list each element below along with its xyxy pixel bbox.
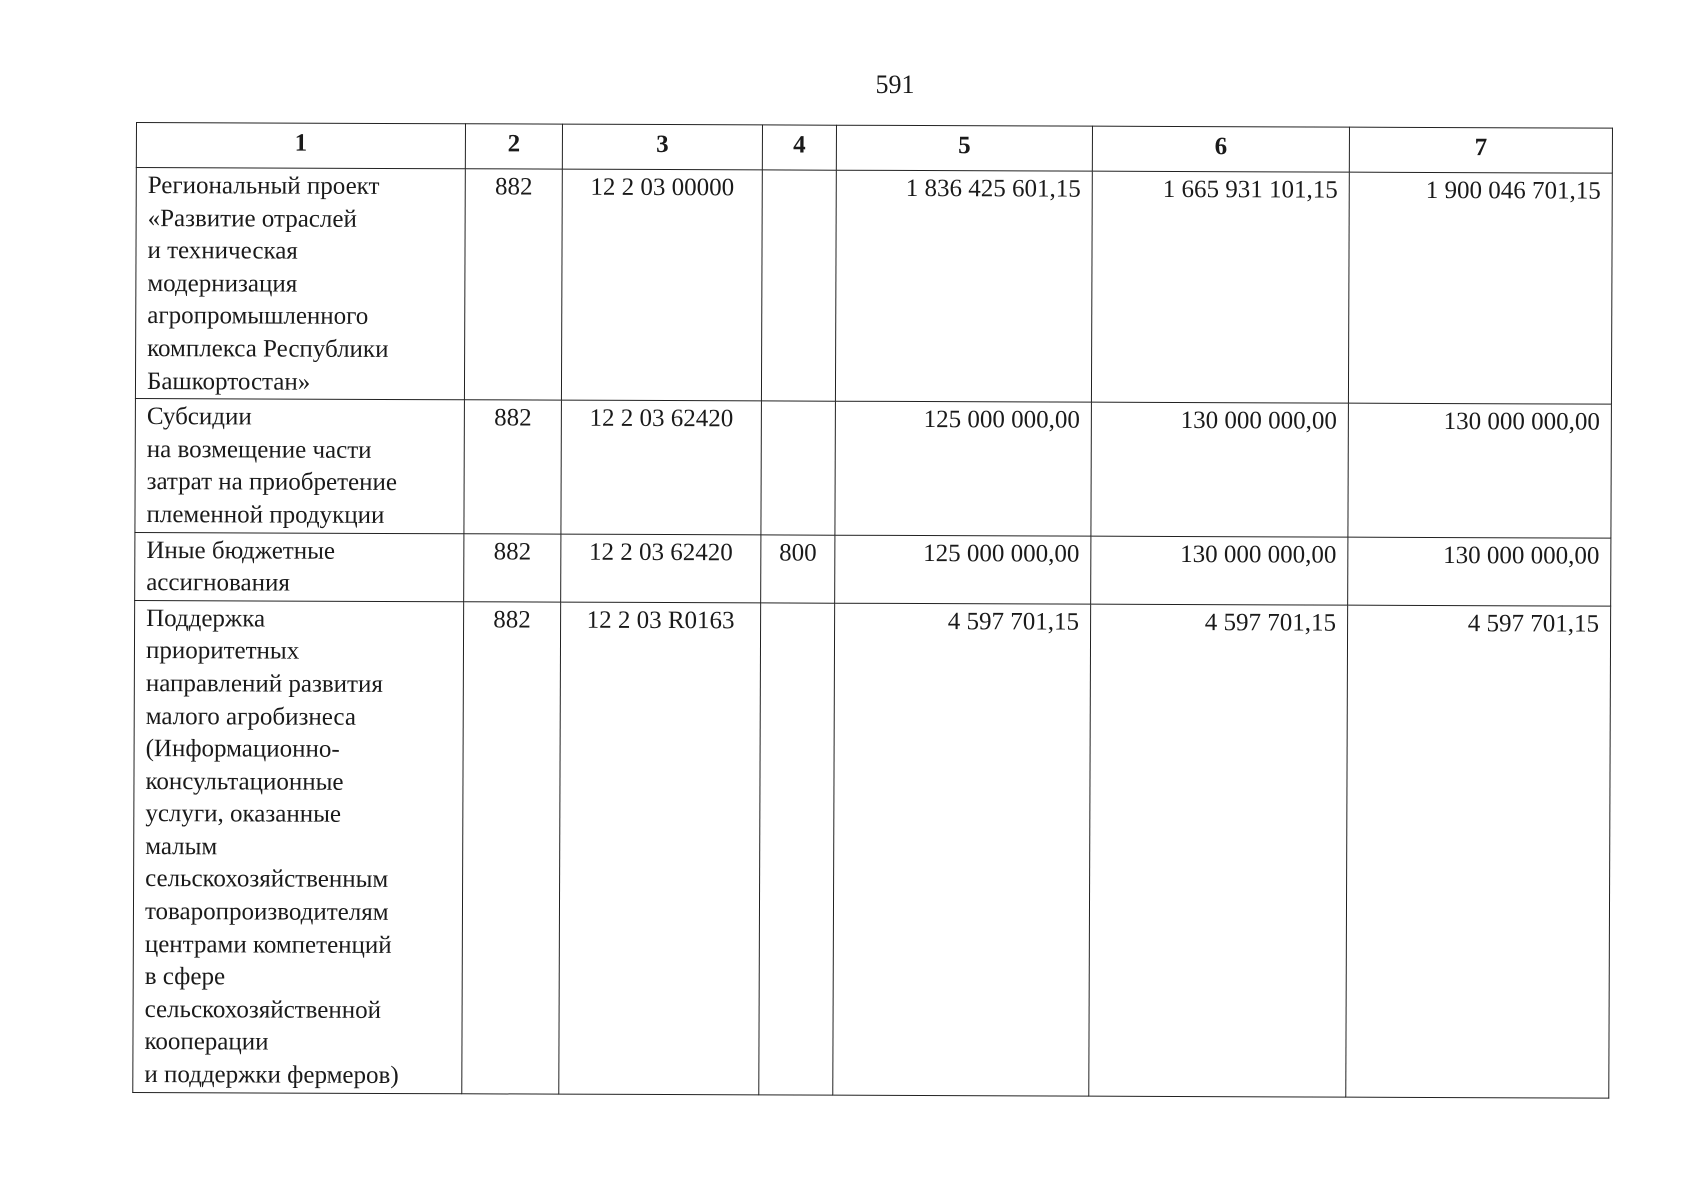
- row-col-2: 882: [464, 169, 562, 401]
- row-name: Субсидии на возмещение части затрат на приобретение племенной продукции: [135, 399, 465, 534]
- header-col-5: 5: [836, 125, 1092, 171]
- row-col-5: 1 836 425 601,15: [835, 170, 1092, 402]
- row-col-7: 130 000 000,00: [1348, 403, 1612, 537]
- row-col-4: [761, 401, 836, 535]
- budget-table: [132, 122, 1613, 1098]
- row-col-4: 800: [761, 534, 835, 602]
- table-row: [133, 600, 1611, 1098]
- row-col-5: 125 000 000,00: [835, 401, 1092, 535]
- row-col-3: 12 2 03 62420: [561, 534, 761, 603]
- row-col-6: 130 000 000,00: [1091, 536, 1348, 605]
- header-col-7: 7: [1349, 127, 1612, 173]
- row-name: Региональный проект «Развитие отраслей и техническая модернизация агропромышленного комплекса Республики Башкортостан»: [135, 168, 465, 400]
- row-col-2: 882: [464, 533, 561, 602]
- header-col-2: 2: [465, 124, 562, 169]
- row-col-7: 130 000 000,00: [1348, 537, 1611, 606]
- header-row: [136, 123, 1612, 174]
- page-number: 591: [875, 70, 915, 99]
- header-col-3: 3: [562, 124, 762, 170]
- row-name: Поддержка приоритетных направлений развития малого агробизнеса (Информационно- консультационные услуги, оказанные малым сельскохозяйственным товаропроизводителям центрами компетенций в сфере сельскохозяйственной кооперации и поддержки фермеров): [133, 600, 464, 1093]
- row-col-4: [759, 603, 835, 1095]
- header-col-6: 6: [1092, 126, 1349, 172]
- row-col-3: 12 2 03 R0163: [559, 602, 761, 1095]
- row-col-4: [761, 170, 836, 401]
- row-col-3: 12 2 03 00000: [561, 169, 762, 401]
- header-col-1: 1: [136, 123, 465, 169]
- row-col-6: 1 665 931 101,15: [1091, 171, 1349, 403]
- row-col-5: 125 000 000,00: [835, 535, 1091, 604]
- table-row: [135, 532, 1611, 606]
- row-col-3: 12 2 03 62420: [561, 400, 762, 534]
- row-col-6: 130 000 000,00: [1091, 402, 1349, 536]
- row-col-5: 4 597 701,15: [833, 603, 1091, 1096]
- row-col-2: 882: [462, 601, 561, 1093]
- table-row: [135, 399, 1612, 538]
- row-name: Иные бюджетные ассигнования: [135, 532, 464, 601]
- header-col-4: 4: [762, 125, 836, 170]
- row-col-6: 4 597 701,15: [1089, 604, 1348, 1097]
- table-row: [135, 168, 1612, 405]
- row-col-7: 1 900 046 701,15: [1348, 172, 1612, 404]
- row-col-7: 4 597 701,15: [1346, 605, 1611, 1098]
- row-col-2: 882: [464, 400, 562, 534]
